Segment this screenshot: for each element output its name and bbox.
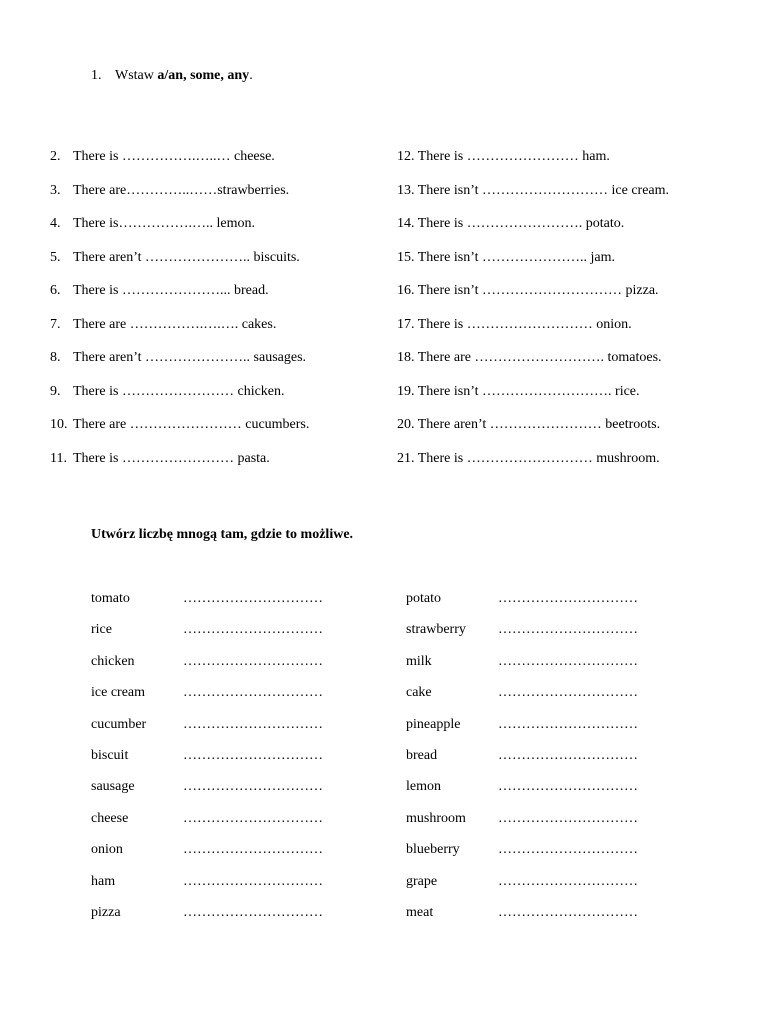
exercise-item-text: There isn’t ………………………… pizza. [417, 283, 659, 298]
answer-blank: ………………………… [498, 779, 638, 795]
exercise-1-instruction-suffix: . [249, 68, 253, 83]
exercise-item [397, 316, 669, 350]
exercise-item-text: There is …………………… ham. [417, 149, 610, 164]
word-label: mushroom [406, 810, 466, 826]
word-row [406, 653, 638, 684]
word-row [91, 873, 323, 904]
word-row [91, 841, 323, 872]
answer-blank: ………………………… [183, 685, 323, 701]
exercise-item [50, 450, 309, 484]
exercise-item-text: There is ……………………… mushroom. [417, 450, 660, 466]
word-label: chicken [91, 653, 135, 669]
exercise-item-text: There isn’t ………………….. jam. [417, 249, 616, 265]
exercise-item-number: 10. [50, 417, 68, 432]
exercise-item-text: There isn’t ………………………. rice. [417, 383, 640, 399]
answer-blank: ………………………… [498, 842, 638, 858]
word-row [91, 747, 323, 778]
exercise-item-text: There is ……………………. potato. [417, 216, 625, 231]
exercise-item-text: There is …………………... bread. [73, 283, 269, 298]
plural-words-left-column [91, 590, 323, 935]
word-label: biscuit [91, 747, 129, 763]
exercise-item-number: 17. [397, 316, 415, 332]
exercise-item-text: There isn’t ……………………… ice cream. [417, 182, 670, 198]
exercise-item-text: There is ……………………… onion. [417, 316, 632, 332]
exercise-item-text: There are …………………… cucumbers. [73, 417, 310, 432]
exercise-1-right-column [397, 148, 669, 483]
word-row [406, 778, 638, 809]
exercise-1-number: 1. [91, 68, 102, 83]
answer-blank: ………………………… [498, 747, 638, 763]
word-row [406, 873, 638, 904]
exercise-item-number: 4. [50, 216, 61, 231]
exercise-item-number: 19. [397, 383, 415, 399]
answer-blank: ………………………… [183, 873, 323, 889]
answer-blank: ………………………… [498, 591, 638, 606]
word-row [406, 747, 638, 778]
word-label: cake [406, 685, 432, 701]
exercise-item-number: 9. [50, 383, 61, 399]
exercise-item [397, 450, 669, 484]
exercise-item [397, 215, 669, 249]
exercise-1-instruction-bold: a/an, some, any [157, 68, 250, 83]
exercise-item [50, 282, 309, 316]
exercise-item-text: There is …………….…..… cheese. [73, 149, 275, 164]
exercise-item-number: 18. [397, 350, 415, 365]
word-label: pineapple [406, 716, 461, 732]
exercise-item-text: There aren’t …………………… beetroots. [417, 417, 661, 432]
word-label: grape [406, 873, 438, 889]
exercise-item [50, 182, 309, 216]
word-label: lemon [406, 779, 441, 795]
word-row [406, 621, 638, 652]
exercise-item [50, 416, 309, 450]
exercise-item-number: 21. [397, 450, 415, 466]
exercise-item-number: 13. [397, 182, 415, 198]
exercise-2-instruction: Utwórz liczbę mnogą tam, gdzie to możliwe. [91, 527, 354, 542]
exercise-item [397, 182, 669, 216]
word-label: ham [91, 873, 116, 889]
exercise-1-left-column [50, 148, 309, 483]
exercise-item-number: 6. [50, 283, 61, 298]
exercise-item-text: There aren’t ………………….. biscuits. [73, 249, 300, 265]
word-row [91, 621, 323, 652]
exercise-item-number: 20. [397, 417, 415, 432]
exercise-item-number: 3. [50, 182, 61, 198]
exercise-item-number: 11. [50, 450, 67, 466]
word-label: strawberry [406, 622, 466, 638]
exercise-item [397, 416, 669, 450]
exercise-item [50, 316, 309, 350]
exercise-item-number: 12. [397, 149, 415, 164]
word-row [406, 904, 638, 935]
exercise-item [397, 249, 669, 283]
answer-blank: ………………………… [498, 622, 638, 638]
answer-blank: ………………………… [498, 810, 638, 826]
answer-blank: ………………………… [183, 810, 323, 826]
exercise-item-text: There are…………..……strawberries. [73, 182, 290, 198]
answer-blank: ………………………… [183, 622, 323, 638]
word-label: meat [406, 904, 434, 920]
word-row [406, 684, 638, 715]
exercise-1-heading [91, 68, 253, 84]
word-row [91, 653, 323, 684]
exercise-item [50, 148, 309, 182]
word-row [406, 716, 638, 747]
answer-blank: ………………………… [183, 842, 323, 858]
word-row [406, 810, 638, 841]
word-row [91, 904, 323, 935]
word-label: ice cream [91, 685, 146, 701]
answer-blank: ………………………… [498, 904, 638, 920]
exercise-item-number: 2. [50, 149, 61, 164]
answer-blank: ………………………… [183, 591, 323, 606]
word-label: onion [91, 842, 123, 858]
exercise-item-number: 14. [397, 216, 415, 231]
word-row [91, 810, 323, 841]
word-row [91, 716, 323, 747]
word-label: tomato [91, 591, 130, 606]
word-row [406, 590, 638, 621]
exercise-item-text: There is…………….….. lemon. [73, 216, 255, 231]
answer-blank: ………………………… [498, 716, 638, 732]
word-row [91, 590, 323, 621]
exercise-item-text: There are …………….….…. cakes. [73, 316, 277, 332]
word-label: blueberry [406, 842, 460, 858]
exercise-item-text: There is …………………… pasta. [73, 450, 270, 466]
word-row [91, 778, 323, 809]
answer-blank: ………………………… [183, 747, 323, 763]
exercise-item-number: 7. [50, 316, 61, 332]
answer-blank: ………………………… [498, 685, 638, 701]
exercise-item-number: 15. [397, 249, 415, 265]
word-row [91, 684, 323, 715]
exercise-item [50, 249, 309, 283]
answer-blank: ………………………… [183, 779, 323, 795]
plural-words-right-column [406, 590, 638, 935]
word-label: cucumber [91, 716, 147, 732]
answer-blank: ………………………… [183, 716, 323, 732]
exercise-item [50, 215, 309, 249]
word-label: potato [406, 591, 441, 606]
exercise-item-text: There are ………………………. tomatoes. [417, 350, 662, 365]
exercise-item-number: 8. [50, 350, 61, 365]
answer-blank: ………………………… [498, 873, 638, 889]
exercise-item [397, 349, 669, 383]
exercise-item-text: There aren’t ………………….. sausages. [73, 350, 307, 365]
exercise-item [397, 282, 669, 316]
word-label: sausage [91, 779, 135, 795]
word-label: milk [406, 653, 432, 669]
word-row [406, 841, 638, 872]
word-label: pizza [91, 904, 121, 920]
exercise-item-text: There is …………………… chicken. [73, 383, 285, 399]
exercise-item [50, 349, 309, 383]
answer-blank: ………………………… [183, 653, 323, 669]
word-label: bread [406, 747, 438, 763]
answer-blank: ………………………… [498, 653, 638, 669]
exercise-item [397, 148, 669, 182]
exercise-item-number: 16. [397, 283, 415, 298]
exercise-item [397, 383, 669, 417]
answer-blank: ………………………… [183, 904, 323, 920]
exercise-item [50, 383, 309, 417]
exercise-1-instruction-prefix: Wstaw [115, 68, 158, 83]
word-label: cheese [91, 810, 129, 826]
word-label: rice [91, 622, 112, 638]
exercise-item-number: 5. [50, 249, 61, 265]
